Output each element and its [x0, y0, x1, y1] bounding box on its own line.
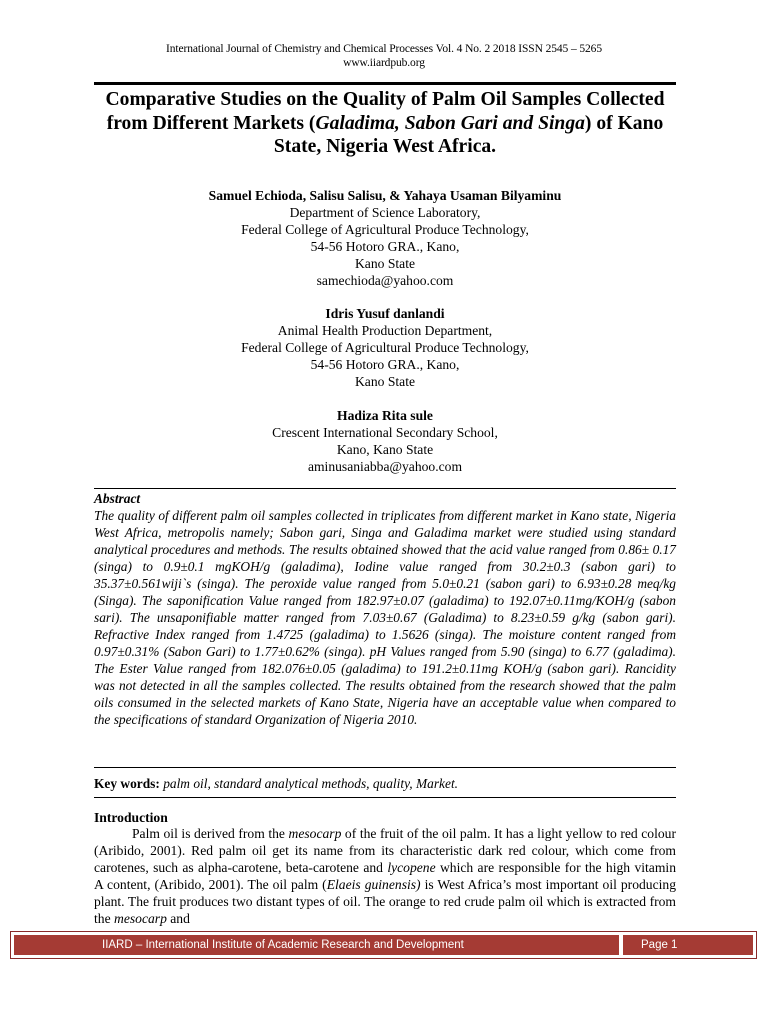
- author-names: Hadiza Rita sule: [337, 407, 433, 423]
- footer-page-number: Page 1: [623, 935, 753, 955]
- intro-segment-italic: lycopene: [387, 859, 436, 875]
- author-group-1: [94, 188, 676, 289]
- paper-title: [94, 88, 676, 159]
- abstract: [94, 490, 676, 728]
- affiliation-line: Crescent International Secondary School,: [272, 424, 498, 440]
- intro-segment: Palm oil is derived from the: [132, 826, 289, 841]
- journal-header: [0, 42, 768, 70]
- journal-citation: International Journal of Chemistry and Chemical Processes Vol. 4 No. 2 2018 ISSN 2545 – 5265: [166, 43, 602, 55]
- abstract-top-rule: [94, 488, 676, 489]
- author-email: samechioda@yahoo.com: [316, 272, 454, 288]
- author-group-2: [94, 306, 676, 391]
- header-rule: [94, 82, 676, 85]
- introduction-text: [94, 826, 676, 927]
- intro-segment: is West Africa’s most important oil producing plant. The fruit produces two distant types of oil. The orange to red crude palm oil which is extracted from the: [94, 876, 676, 926]
- author-block: [94, 188, 676, 493]
- affiliation-line: Animal Health Production Department,: [277, 323, 493, 339]
- author-names: Idris Yusuf danlandi: [325, 306, 445, 322]
- title-part-2: ) of Kano State, Nigeria West Africa.: [273, 112, 664, 157]
- author-names: Samuel Echioda, Salisu Salisu, & Yahaya Usaman Bilyaminu: [208, 188, 562, 203]
- intro-segment: of the fruit of the oil palm. It has a light yellow to red colour (Aribido, 2001). Red palm oil get its name from its characteristic dark red colour, which come from carotenes, such as alpha-carotene, beta-carotene and: [94, 826, 676, 875]
- page-footer: [10, 931, 757, 959]
- keywords: [94, 775, 676, 792]
- intro-segment: which are responsible for the high vitamin A content, (Aribido, 2001). The oil palm (: [94, 859, 676, 892]
- title-part-1: Comparative Studies on the Quality of Palm Oil Samples Collected from Different Markets (: [105, 89, 665, 134]
- keywords-text: palm oil, standard analytical methods, quality, Market.: [159, 776, 459, 791]
- affiliation-line: Kano, Kano State: [336, 441, 434, 457]
- title-italic: Galadima, Sabon Gari and Singa: [315, 112, 585, 134]
- intro-segment-italic: mesocarp: [114, 910, 167, 926]
- intro-segment-italic: mesocarp: [288, 826, 342, 841]
- author-email: aminusaniabba@yahoo.com: [307, 458, 463, 474]
- abstract-heading: Abstract: [94, 491, 141, 506]
- journal-website: www.iiardpub.org: [343, 57, 425, 69]
- affiliation-line: 54-56 Hotoro GRA., Kano,: [310, 357, 460, 373]
- abstract-bottom-rule: [94, 767, 676, 768]
- affiliation-line: Kano State: [354, 374, 416, 390]
- affiliation-line: Kano State: [354, 255, 416, 271]
- author-group-3: [94, 408, 676, 476]
- keywords-rule: [94, 797, 676, 798]
- keywords-label: Key words:: [94, 776, 160, 791]
- affiliation-line: 54-56 Hotoro GRA., Kano,: [310, 238, 460, 254]
- affiliation-line: Federal College of Agricultural Produce Technology,: [241, 340, 529, 356]
- introduction-heading: Introduction: [94, 810, 168, 825]
- footer-publisher: IIARD – International Institute of Academic Research and Development: [14, 935, 619, 955]
- affiliation-line: Department of Science Laboratory,: [289, 204, 481, 220]
- affiliation-line: Federal College of Agricultural Produce Technology,: [241, 221, 529, 237]
- footer-inner: [14, 935, 753, 955]
- abstract-text: The quality of different palm oil samples collected in triplicates from different market in Kano state, Nigeria West Africa, metropolis namely; Sabon gari, Singa and Galadima market were studied using standard analytical procedures and methods. The results obtained showed that the acid value ranged from 0.86± 0.17 (singa) to 0.9±0.1 mgKOH/g (galadima), Iodine value ranged from 30.2±0.3 (sabon gari) to 35.37±0.561wiji`s (singa). The peroxide value ranged from 5.0±0.21 (sabon gari) to 6.93±0.28 meq/kg (Singa). The saponification Value ranged from 182.97±0.07 (galadima) to 192.07±0.11mg/KOH/g (sabon sari). The unsaponifiable matter ranged from 7.03±0.67 (Galadima) to 8.23±0.59 g/kg (sabon gari). Refractive Index ranged from 1.4725 (galadima) to 1.5626 (singa). The moisture content ranged from 0.97±0.31% (Sabon Gari) to 1.77±0.62% (singa). pH Values ranged from 5.90 (singa) to 6.77 (galadima). The Ester Value ranged from 182.076±0.05 (galadima) to 191.2±0.11mg KOH/g (sabon gari). Rancidity was not detected in all the samples collected. The results obtained from the research showed that the palm oils consumed in the selected markets of Kano State, Nigeria have an acceptable value when compared to the specifications of standard Organization of Nigeria 2010.: [94, 508, 676, 727]
- intro-segment-italic: Elaeis guinensis): [326, 876, 421, 892]
- intro-segment: and: [166, 910, 190, 926]
